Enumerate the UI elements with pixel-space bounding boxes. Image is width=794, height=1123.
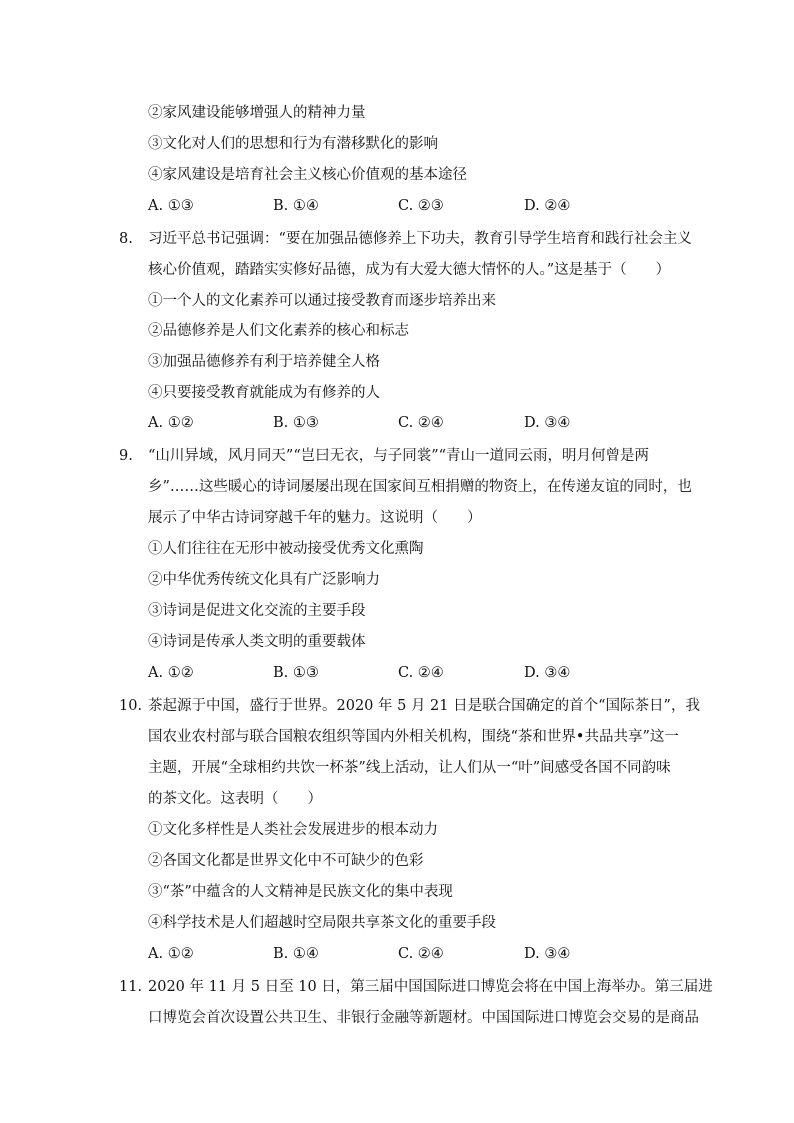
question-number: 9.	[119, 448, 133, 464]
option-b: B. ①④	[273, 198, 319, 214]
question-number: 8.	[119, 231, 133, 247]
question-number: 11.	[119, 979, 143, 995]
option-c: C. ②④	[398, 415, 444, 431]
option-a: A. ①②	[148, 415, 194, 431]
question-stem-line: 主题，开展“全球相约共饮一杯茶”线上活动，让人们从一“叶”间感受各国不同韵味	[148, 760, 671, 776]
question-stem-line: 2020 年 11 月 5 日至 10 日，第三届中国国际进口博览会将在中国上海举办。第三届进	[148, 979, 713, 995]
option-b: B. ①③	[273, 415, 319, 431]
option-b: B. ①④	[273, 946, 319, 962]
question-stem-line: 的茶文化。这表明（ ）	[148, 791, 322, 807]
choice-item: ②家风建设能够增强人的精神力量	[148, 105, 366, 121]
choice-item: ③诗词是促进文化交流的主要手段	[148, 603, 366, 619]
choice-item: ④家风建设是培育社会主义核心价值观的基本途径	[148, 167, 467, 183]
choice-item: ①文化多样性是人类社会发展进步的根本动力	[148, 822, 438, 838]
question-number: 10.	[119, 698, 143, 714]
option-d: D. ③④	[524, 946, 571, 962]
option-c: C. ②④	[398, 665, 444, 681]
question-stem-line: “山川异域，风月同天”“岂曰无衣，与子同裳”“青山一道同云雨，明月何曾是两	[148, 448, 650, 464]
choice-item: ③加强品德修养有利于培养健全人格	[148, 354, 380, 370]
option-c: C. ②④	[398, 946, 444, 962]
option-b: B. ①③	[273, 665, 319, 681]
choice-item: ②品德修养是人们文化素养的核心和标志	[148, 323, 409, 339]
option-a: A. ①③	[148, 198, 194, 214]
option-a: A. ①②	[148, 946, 194, 962]
question-stem-line: 口博览会首次设置公共卫生、非银行金融等新题材。中国国际进口博览会交易的是商品	[148, 1010, 699, 1026]
question-stem-line: 习近平总书记强调：“要在加强品德修养上下功夫，教育引导学生培育和践行社会主义	[148, 231, 692, 247]
choice-item: ③文化对人们的思想和行为有潜移默化的影响	[148, 136, 438, 152]
question-stem-line: 乡”……这些暖心的诗词屡屡出现在国家间互相捐赠的物资上，在传递友谊的同时，也	[148, 479, 692, 495]
choice-item: ①一个人的文化素养可以通过接受教育而逐步培养出来	[148, 293, 496, 309]
choice-item: ④科学技术是人们超越时空局限共享茶文化的重要手段	[148, 915, 496, 931]
choice-item: ③“茶”中蕴含的人文精神是民族文化的集中表现	[148, 884, 453, 900]
option-a: A. ①②	[148, 665, 194, 681]
choice-item: ①人们往往在无形中被动接受优秀文化熏陶	[148, 541, 424, 557]
option-d: D. ③④	[524, 415, 571, 431]
choice-item: ②中华优秀传统文化具有广泛影响力	[148, 572, 380, 588]
question-stem-line: 核心价值观，踏踏实实修好品德，成为有大爱大德大情怀的人。”这是基于（ ）	[148, 262, 671, 278]
choice-item: ④诗词是传承人类文明的重要载体	[148, 634, 366, 650]
option-d: D. ②④	[524, 198, 571, 214]
option-d: D. ③④	[524, 665, 571, 681]
question-stem-line: 茶起源于中国，盛行于世界。2020 年 5 月 21 日是联合国确定的首个“国际茶日”，我	[148, 698, 700, 714]
question-stem-line: 展示了中华古诗词穿越千年的魅力。这说明（ ）	[148, 510, 482, 526]
choice-item: ④只要接受教育就能成为有修养的人	[148, 385, 380, 401]
question-stem-line: 国农业农村部与联合国粮农组织等国内外相关机构，围绕“茶和世界•共品共享”这一	[148, 729, 679, 745]
choice-item: ②各国文化都是世界文化中不可缺少的色彩	[148, 853, 424, 869]
option-c: C. ②③	[398, 198, 444, 214]
